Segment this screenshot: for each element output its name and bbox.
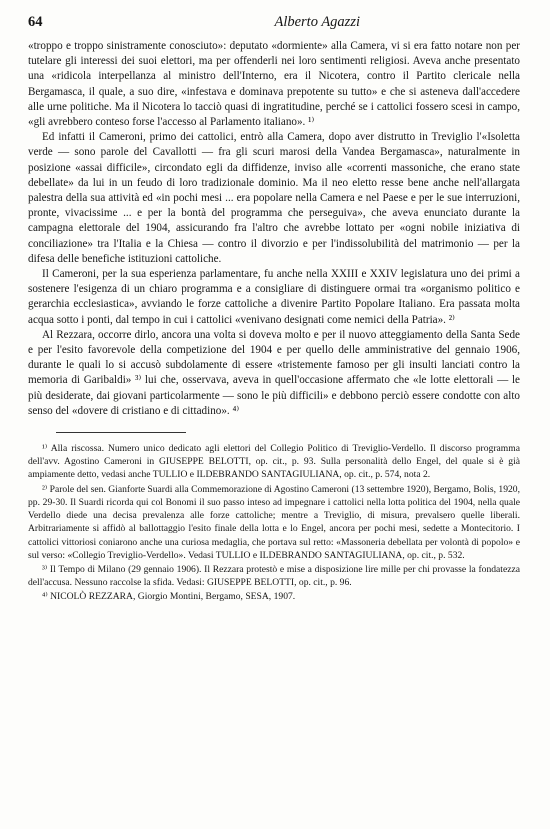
footnote: ³⁾ Il Tempo di Milano (29 gennaio 1906). Il Rezzara protestò e mise a disposizione lire mille per chi provasse la fondatezza dell'accusa. Nessuno raccolse la sfida. Vedasi: GIUSEPPE BELOTTI, op. cit., p. 96.: [28, 563, 520, 589]
paragraph: «troppo e troppo sinistramente conosciuto»: deputato «dormiente» alla Camera, vi si era fatto notare non per tutelare gli interessi dei suoi elettori, ma per offenderli nei loro sentimenti religiosi. Aveva anche presentato una «ridicola interpellanza al ministro dell'Interno, era il Nicotera, contro il Partito clericale nella Bergamasca, il quale, a suo dire, «infestava e dominava prepotente su tutto» e che si asteneva dall'accedere alle urne politiche. Ma il Nicotera lo tacciò quasi di ingratitudine, perché se i cattolici fossero scesi in campo, «gli avrebbero conteso forse l'accesso al Parlamento italiano». ¹⁾: [28, 40, 520, 129]
footnote: ¹⁾ Alla riscossa. Numero unico dedicato agli elettori del Collegio Politico di Treviglio-Verdello. Il discorso programma dell'avv. Agostino Cameroni in GIUSEPPE BELOTTI, op. cit., p. 93. Sulla personalità dello Engel, del quale si è già ampiamente detto, vedasi anche TULLIO e ILDEBRANDO SANTAGIULIANA, op. cit., p. 574, nota 2.: [28, 443, 520, 481]
running-title: Alberto Agazzi: [274, 14, 360, 30]
footnotes: [28, 442, 520, 603]
footnote-divider: [56, 432, 186, 433]
paragraph: Il Cameroni, per la sua esperienza parlamentare, fu anche nella XXIII e XXIV legislatura uno dei primi a sostenere l'esigenza di un chiaro programma e a consigliare di distinguere ormai tra «organismo politico e gerarchia ecclesiastica», avviando le forze cattoliche a divenire Partito Popolare Italiano. Era passata molta acqua sotto i ponti, dal tempo in cui i cattolici «venivano designati come nemici della Patria». ²⁾: [28, 268, 520, 326]
footnote: ⁴⁾ NICOLÒ REZZARA, Giorgio Montini, Bergamo, SESA, 1907.: [42, 591, 296, 603]
main-text: [28, 39, 520, 419]
page-header: [28, 10, 520, 39]
page-number: 64: [28, 14, 43, 30]
footnote: ²⁾ Parole del sen. Gianforte Suardi alla Commemorazione di Agostino Cameroni (13 settembre 1920), Bergamo, Bolis, 1920, pp. 29-30. Il Suardi ricorda qui col Bonomi il suo passo inteso ad impegnare i cattolici nella lotta politica del 1904, nella quale Verdello diede una decisa prevalenza alle forze cattoliche; mentre a Treviglio, di misura, prevalsero quelle liberali. Arbitrariamente si affidò al ballottaggio l'esito finale della lotta e lo Engel, ancora per pochi mesi, sedette a Montecitorio. I cattolici vittoriosi coniarono anche una curiosa medaglia, che portava sul retto: «Massoneria debellata per volontà di popolo» e sul verso: «Collegio Treviglio-Verdello». Vedasi TULLIO e ILDEBRANDO SANTAGIULIANA, op. cit., p. 532.: [28, 483, 520, 561]
paragraph: Ed infatti il Cameroni, primo dei cattolici, entrò alla Camera, dopo aver distrutto in Treviglio l'«Isoletta verde — sono parole del Cavallotti — fra gli scuri marosi della Vandea Bergamasca», naturalmente in posizione «assai difficile», circondato egli da diffidenze, inviso alle «correnti massoniche, che erano state debellate» da lui in un feudo di loro tradizionale dominio. Ma il neo eletto resse bene anche nell'allargata palestra della sua attività ed «in pochi mesi ... era popolare nella Camera e nel Paese e per le sue interruzioni, pronte, vivacissime ... e per la bontà del programma che perseguiva», che aveva enunciato durante la campagna elettorale del 1904, assicurando fra l'altro che avrebbe lottato per «ogni nobile iniziativa di conciliazione» tra l'Italia e la Chiesa — contro il divorzio e per l'indissolubilità del matrimonio — per la difesa delle benefiche istituzioni cattoliche.: [28, 131, 520, 265]
paragraph: Al Rezzara, occorre dirlo, ancora una volta si doveva molto e per il nuovo atteggiamento della Santa Sede e per l'esito favorevole della competizione del 1904 e per quello delle amministrative del gennaio 1906, durante le quali lo si accusò subdolamente di essere «tristemente famoso per gli insulti lanciati contro la memoria di Garibaldi» ³⁾ lui che, osservava, aveva in quell'occasione affermato che «le lotte elettorali — le più desiderate, dai giovani particolarmente — sono le più difficili» e debbono perciò essere condotte con alto senso del «dovere di cristiano e di cittadino». ⁴⁾: [28, 328, 520, 417]
